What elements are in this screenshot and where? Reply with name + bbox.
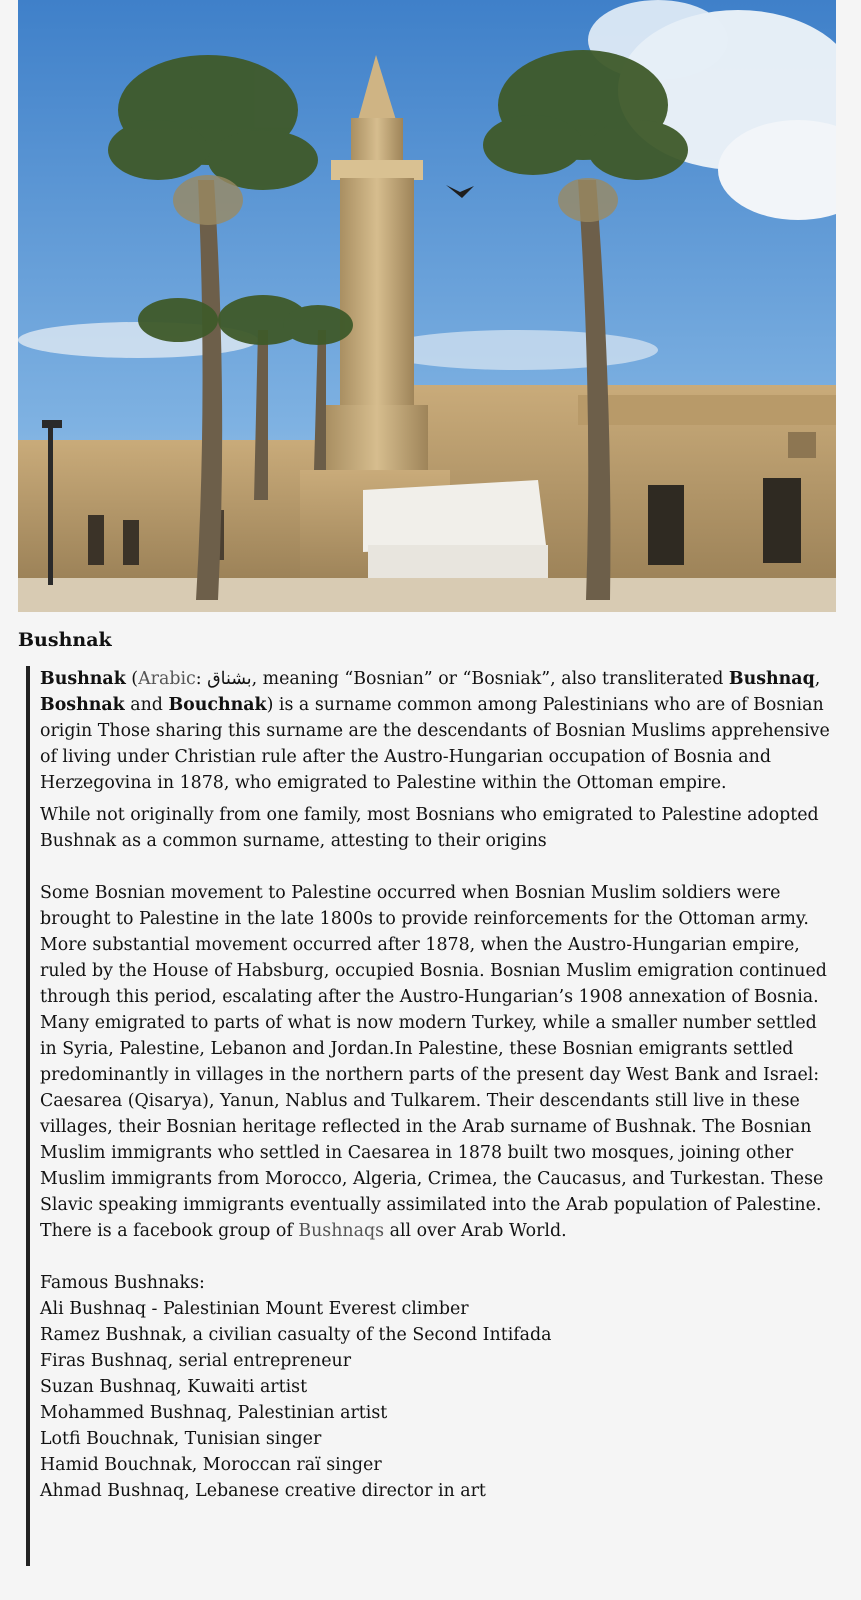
famous-list — [40, 1270, 836, 1504]
arabic-spelling: : بشناق — [195, 669, 252, 689]
article-title: Bushnak — [18, 629, 112, 651]
list-item: Ramez Bushnak, a civilian casualty of the Second Intifada — [40, 1325, 552, 1345]
surname-bold: Bushnak — [40, 669, 126, 689]
list-item: Firas Bushnaq, serial entrepreneur — [40, 1351, 352, 1371]
variant-boshnak: Boshnak — [40, 695, 125, 715]
history-paragraph: Some Bosnian movement to Palestine occurred when Bosnian Muslim soldiers were brought to Palestine in the late 1800s to provide reinforcements for the Ottoman army. More substantial movement occurred after 1878, when the Austro-Hungarian empire, ruled by the House of Habsburg, occupied Bosnia. Bosnian Muslim emigration continued through this period, escalating after the Austro-Hungarian’s 1908 annexation of Bosnia. Many emigrated to parts of what is now modern Turkey, while a smaller number settled in Syria, Palestine, Lebanon and Jordan.In Palestine, these Bosnian emigrants settled predominantly in villages in the northern parts of the present day West Bank and Israel: Caesarea (Qisarya), Yanun, Nablus and Tulkarem. Their descendants still live in these villages, their Bosnian heritage reflected in the Arab surname of Bushnak. The Bosnian Muslim immigrants who settled in Caesarea in 1878 built two mosques, joining other Muslim immigrants from Morocco, Algeria, Crimea, the Caucasus, and Turkestan. These Slavic speaking immigrants eventually assimilated into the Arab population of Palestine. There is a facebook group of Bushnaqs all over Arab World. — [40, 883, 827, 1241]
intro-paragraph: Bushnak (Arabic: بشناق, meaning “Bosnian” or “Bosniak”, also transliterated Bushnaq, Boshnak and Bouchnak) is a surname common among Palestinians who are of Bosnian origin Those sharing this surname are the descendants of Bosnian Muslims apprehensive of living under Christian rule after the Austro-Hungarian occupation of Bosnia and Herzegovina in 1878, who emigrated to Palestine within the Ottoman empire. — [40, 669, 830, 793]
variant-bushnaq: Bushnaq — [728, 669, 815, 689]
origin-paragraph: While not originally from one family, most Bosnians who emigrated to Palestine adopted Bushnak as a common surname, attesting to their origins — [40, 805, 819, 851]
list-item: Hamid Bouchnak, Moroccan raï singer — [40, 1455, 382, 1475]
list-item: Ahmad Bushnaq, Lebanese creative director in art — [40, 1481, 486, 1501]
list-item: Ali Bushnaq - Palestinian Mount Everest climber — [40, 1299, 469, 1319]
arabic-link[interactable]: Arabic — [138, 669, 196, 689]
article-photo — [18, 0, 836, 612]
list-item: Mohammed Bushnaq, Palestinian artist — [40, 1403, 388, 1423]
list-item: Suzan Bushnaq, Kuwaiti artist — [40, 1377, 308, 1397]
list-item: Lotfi Bouchnak, Tunisian singer — [40, 1429, 322, 1449]
bushnaqs-link[interactable]: Bushnaqs — [298, 1221, 385, 1241]
variant-bouchnak: Bouchnak — [168, 695, 267, 715]
minaret-photo-icon — [18, 0, 836, 612]
famous-heading: Famous Bushnaks: — [40, 1273, 205, 1293]
article-blockquote — [26, 666, 836, 1566]
